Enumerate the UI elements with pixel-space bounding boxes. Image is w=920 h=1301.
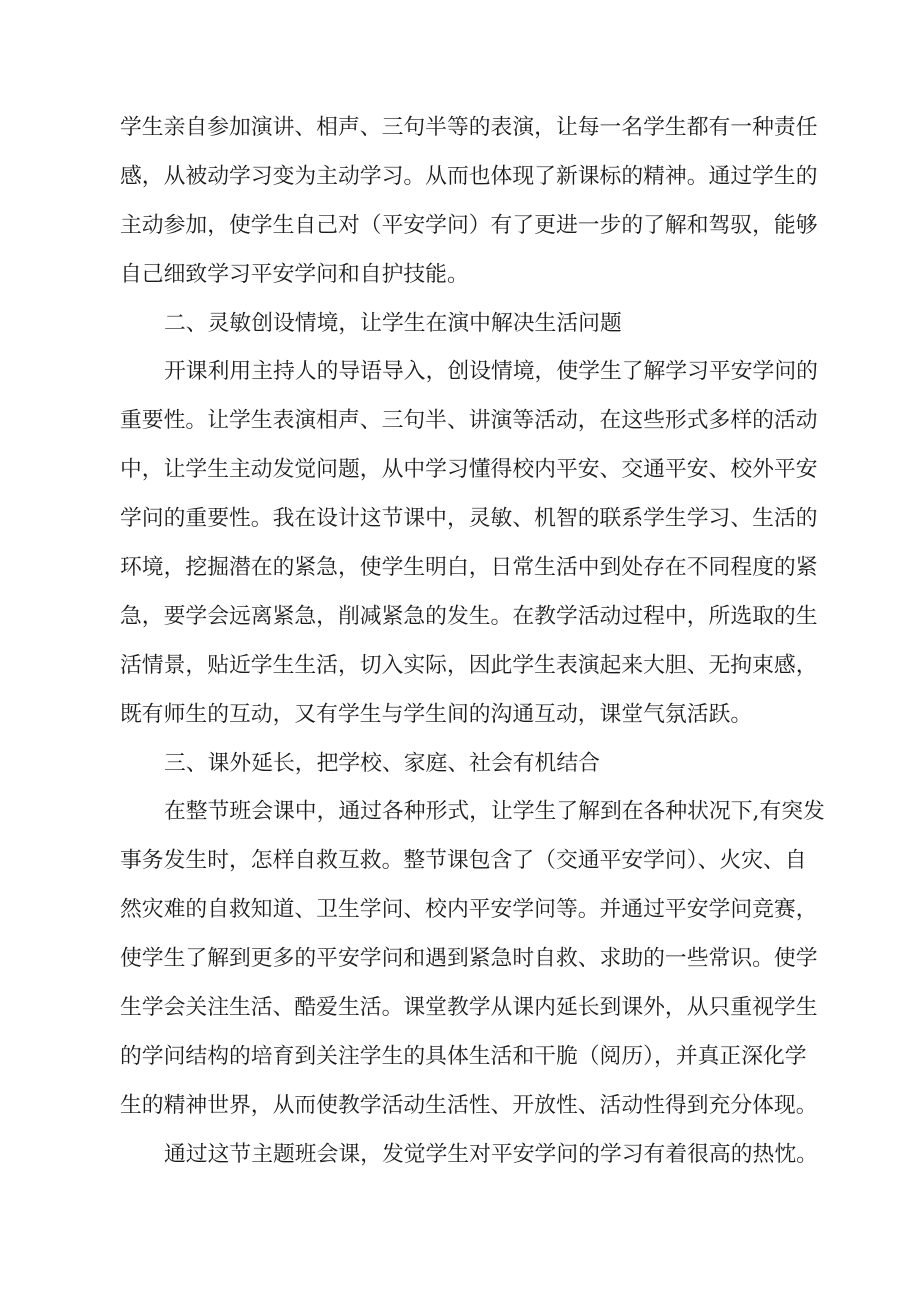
paragraph (120, 1131, 818, 1180)
text-line: 活情景，贴近学生生活，切入实际，因此学生表演起来大胆、无拘束感， (120, 652, 818, 678)
text-line: 生学会关注生活、酷爱生活。课堂教学从课内延长到课外，从只重视学生 (120, 995, 818, 1021)
text-line: 学问的重要性。我在设计这节课中，灵敏、机智的联系学生学习、生活的 (120, 506, 818, 532)
text-line: 通过这节主题班会课，发觉学生对平安学问的学习有着很高的热忱。 (164, 1141, 818, 1167)
text-line: 重要性。让学生表演相声、三句半、讲演等活动，在这些形式多样的活动 (120, 408, 818, 434)
section-heading (120, 740, 796, 789)
text-line: 自己细致学习平安学问和自护技能。 (120, 261, 469, 287)
text-line: 中，让学生主动发觉问题，从中学习懂得校内平安、交通平安、校外平安 (120, 457, 818, 483)
text-line: 开课利用主持人的导语导入，创设情境，使学生了解学习平安学问的 (164, 359, 818, 385)
text-line: 三、课外延长，把学校、家庭、社会有机结合 (164, 750, 600, 776)
text-line: 事务发生时，怎样自救互救。整节课包含了（交通平安学问）、火灾、自 (120, 848, 807, 874)
text-line: 二、灵敏创设情境，让学生在演中解决生活问题 (164, 310, 622, 336)
text-line: 急，要学会远离紧急，削减紧急的发生。在教学活动过程中，所选取的生 (120, 603, 818, 629)
text-line: 生的精神世界，从而使教学活动生活性、开放性、活动性得到充分体现。 (120, 1092, 818, 1118)
document-page (120, 104, 825, 1180)
text-line: 学生亲自参加演讲、相声、三句半等的表演，让每一名学生都有一种责任 (120, 115, 818, 140)
text-line: 环境，挖掘潜在的紧急，使学生明白，日常生活中到处存在不同程度的紧 (120, 555, 818, 581)
paragraph (120, 348, 818, 739)
text-line: 在整节班会课中，通过各种形式，让学生了解到在各种状况下,有突发 (164, 799, 825, 825)
text-line: 既有师生的互动，又有学生与学生间的沟通互动，课堂气氛活跃。 (120, 701, 753, 727)
section-heading (120, 300, 796, 349)
text-line: 然灾难的自救知道、卫生学问、校内平安学问等。并通过平安学问竞赛， (120, 897, 818, 923)
text-line: 的学问结构的培育到关注学生的具体生活和干脆（阅历），并真正深化学 (120, 1043, 807, 1069)
paragraph (120, 104, 818, 300)
text-line: 感，从被动学习变为主动学习。从而也体现了新课标的精神。通过学生的 (120, 163, 818, 189)
paragraph (120, 788, 825, 1130)
text-line: 使学生了解到更多的平安学问和遇到紧急时自救、求助的一些常识。使学 (120, 946, 818, 972)
text-line: 主动参加，使学生自己对（平安学问）有了更进一步的了解和驾驭，能够 (120, 212, 818, 238)
